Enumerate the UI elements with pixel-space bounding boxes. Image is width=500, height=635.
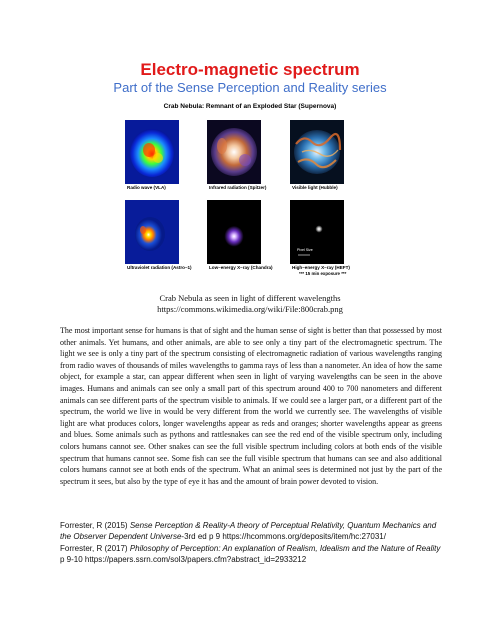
- reference-item: [60, 520, 445, 543]
- ultraviolet-nebula-image: [125, 200, 179, 264]
- reference-details[interactable]: -3rd ed p 9 https://hcommons.org/deposits/item/hc:27031/: [181, 532, 386, 542]
- references: [60, 520, 445, 566]
- body-paragraph: The most important sense for humans is that of sight and the human sense of sight is better than that possessed by most other animals. Yet humans, and other animals, are able to see only a tiny part of the electromagnetic spectrum. The light we see is only a tiny part of the spectrum consisting of electromagnetic radiation of various wavelengths ranging from radio waves of thousands of miles wavelengths to gamma rays of less than a nanometer. An idea of how the same object, for example a star, can appear different when seen in light of varying wavelengths can be seen in the above images. Humans and animals can see only a small part of this spectrum around 400 to 700 nanometers and different animals can see different parts of the spectrum visible to animals. If we could see a larger part, or a different part of the spectrum, the world we live in would be very different from the world we currently see. The wavelengths of visible light are what produces colors, longer wavelengths appear as reds and oranges; shorter wavelengths appear as greens and blues. Some animals such as pythons and rattlesnakes can see the red end of the visible spectrum only, including colors humans cannot see. Other snakes can see the full visible spectrum including colors at both ends of the visible spectrum that humans cannot see. Some fish can see the full visible spectrum that humans can see and also additional colors humans cannot see at both ends of the spectrum. What an animal sees is determined not just by the part of the spectrum it sees, but also by the type of eye it has and the amount of brain power devoted to vision.: [60, 326, 442, 486]
- reference-author-year: Forrester, R (2015): [60, 521, 130, 530]
- infrared-nebula-image: [207, 120, 261, 184]
- reference-author-year: Forrester, R (2017): [60, 543, 130, 553]
- reference-title: Philosophy of Perception: An explanation of Realism, Idealism and the Nature of Reality: [129, 543, 441, 553]
- panel-label-low-xray: Low–energy X–ray (Chandra): [209, 265, 273, 270]
- reference-details[interactable]: p 9-10 https://papers.ssrn.com/sol3/papers.cfm?abstract_id=2933212: [60, 555, 307, 565]
- figure-caption: Crab Nebula as seen in light of different wavelengths: [159, 293, 341, 303]
- figure-title: Crab Nebula: Remnant of an Exploded Star (Supernova): [163, 103, 337, 110]
- radio-nebula-image: [125, 120, 179, 184]
- panel-label-ultraviolet: Ultraviolet radiation (Astro–1): [127, 265, 192, 270]
- pixel-size-label: Pixel Size: [297, 248, 313, 252]
- low-xray-nebula-image: [207, 200, 261, 264]
- figure-source-link[interactable]: https://commons.wikimedia.org/wiki/File:800crab.png: [157, 304, 343, 314]
- visible-nebula-image: [290, 120, 344, 184]
- reference-item: [60, 543, 445, 566]
- high-xray-nebula-image: [290, 200, 344, 264]
- reference-title: Sense Perception & Reality-A theory of Perceptual Relativity, Quantum Mechanics and the Observer Dependent Universe: [60, 521, 437, 542]
- panel-label-high-xray: High–energy X–ray (HEFT): [292, 265, 350, 270]
- panel-label-visible: Visible light (Hubble): [292, 185, 338, 190]
- page-title: Electro-magnetic spectrum: [140, 60, 360, 79]
- exposure-note: *** 15 min exposure ***: [299, 271, 347, 276]
- panel-label-infrared: Infrared radiation (Spitzer): [209, 185, 267, 190]
- panel-label-radio: Radio wave (VLA): [127, 185, 166, 190]
- page-subtitle: Part of the Sense Perception and Reality series: [113, 80, 387, 95]
